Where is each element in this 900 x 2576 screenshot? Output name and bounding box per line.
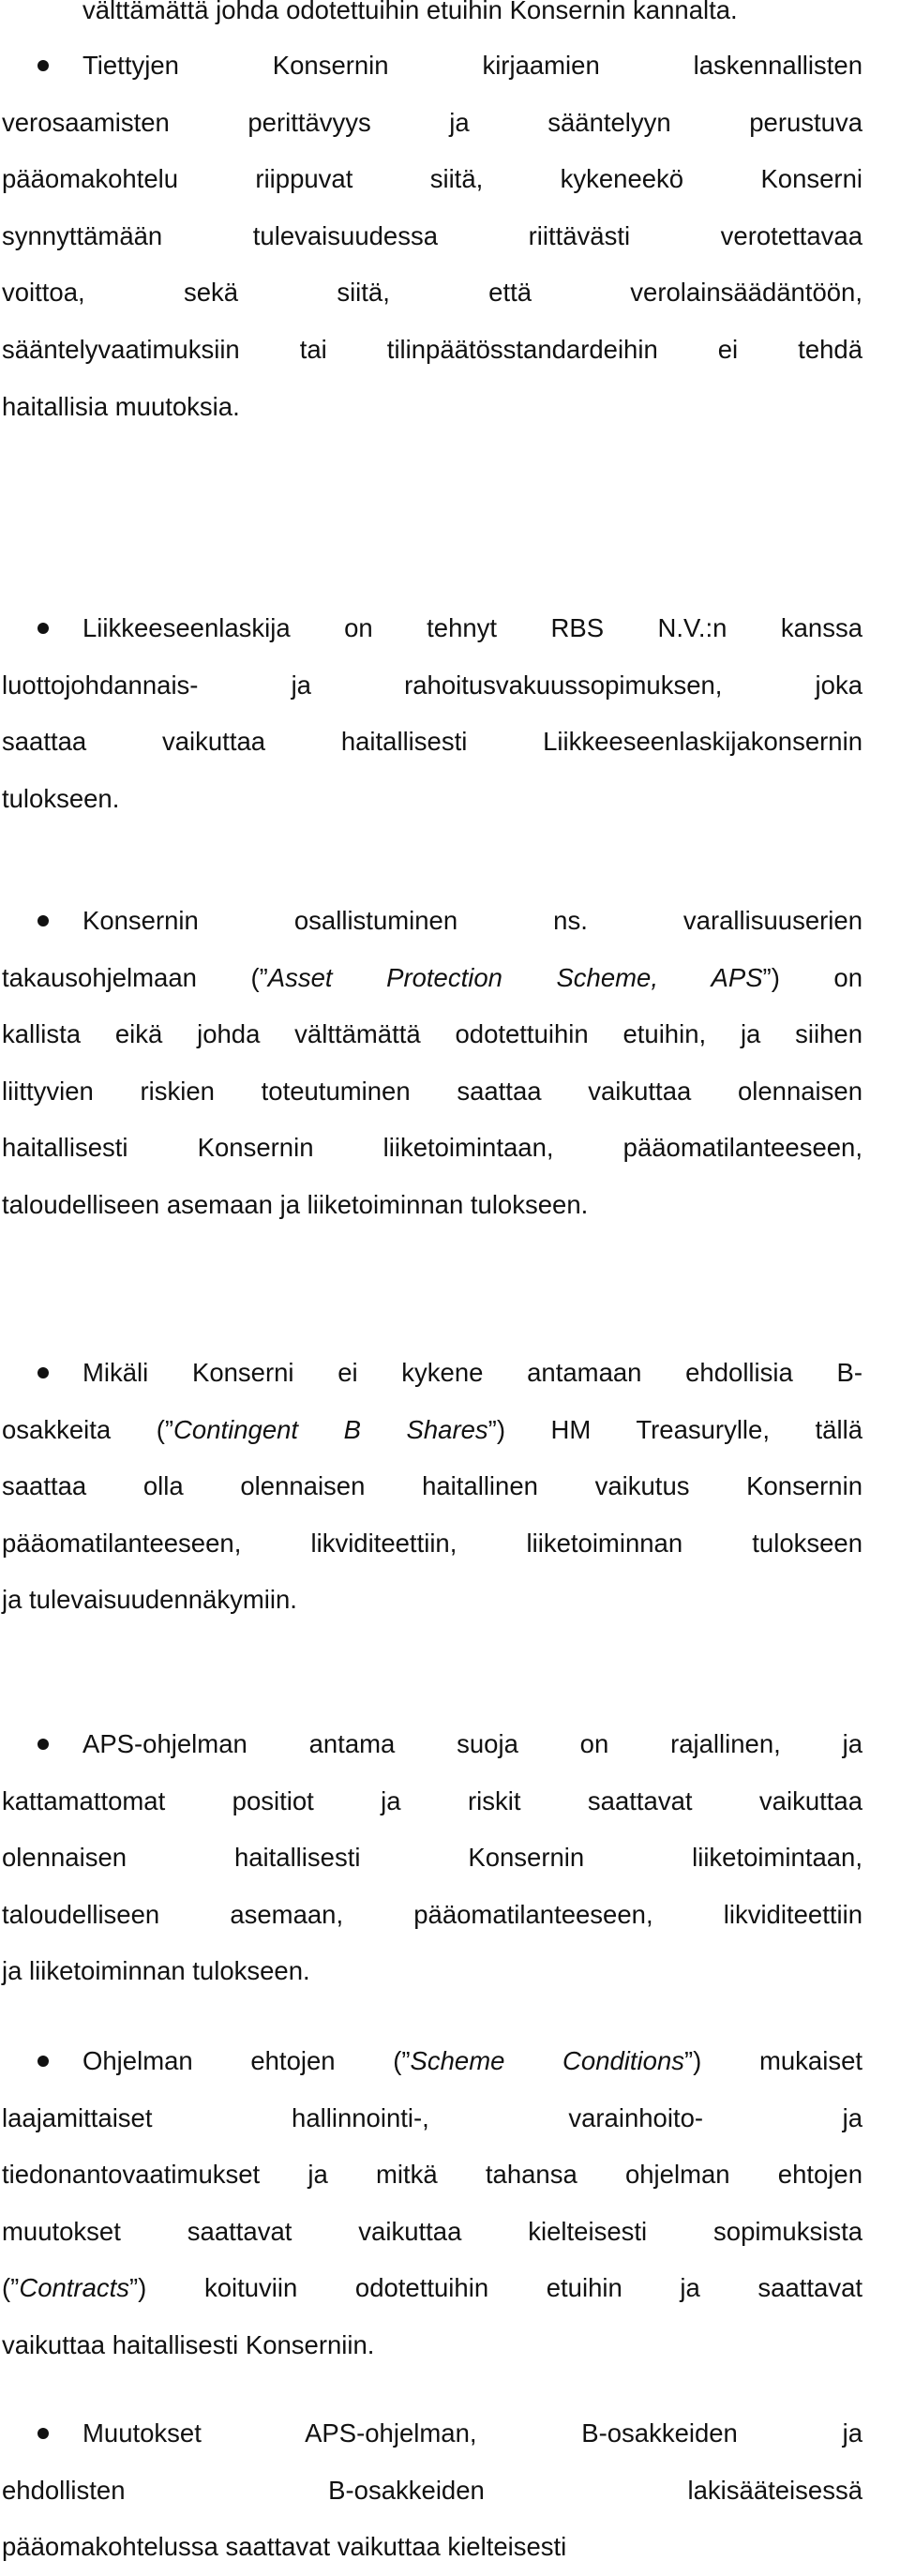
bullet-line: taloudelliseen asemaan, pääomatilanteeseen, likviditeettiin [2,1899,862,1929]
bullet-line: kallista eikä johda välttämättä odotettuihin etuihin, ja siihen [2,1019,862,1049]
bullet-line: tulokseen. [2,783,120,813]
bullet-line: synnyttämään tulevaisuudessa riittävästi verotettavaa [2,220,862,250]
bullet-dot-icon [38,2428,49,2439]
bullet-line: ja tulevaisuudennäkymiin. [2,1585,297,1615]
bullet-line: ja liiketoiminnan tulokseen. [2,1956,310,1986]
bullet-line: Konsernin osallistuminen ns. varallisuuserien [82,906,862,935]
bullet-line: pääomakohtelu riippuvat siitä, kykeneekö Konserni [2,164,862,194]
bullet-line: takausohjelmaan (”Asset Protection Scheme, APS”) on [2,962,862,992]
bullet-dot-icon [38,60,49,71]
bullet-line: saattaa vaikuttaa haitallisesti Liikkeeseenlaskijakonsernin [2,727,862,757]
bullet-dot-icon [38,915,49,926]
bullet-line: osakkeita (”Contingent B Shares”) HM Treasurylle, tällä [2,1414,862,1444]
bullet-dot-icon [38,623,49,634]
bullet-line: sääntelyvaatimuksiin tai tilinpäätösstandardeihin ei tehdä [2,335,862,364]
bullet-line: pääomatilanteeseen, likviditeettiin, liiketoiminnan tulokseen [2,1528,862,1558]
bullet-dot-icon [38,1739,49,1750]
bullet-line: luottojohdannais- ja rahoitusvakuussopimuksen, joka [2,670,862,700]
bullet-line: (”Contracts”) koituviin odotettuihin etuihin ja saattavat [2,2273,862,2303]
bullet-line: voittoa, sekä siitä, että verolainsäädäntöön, [2,278,862,308]
bullet-line: laajamittaiset hallinnointi-, varainhoito- ja [2,2102,862,2132]
bullet-line: vaikuttaa haitallisesti Konserniin. [2,2330,375,2359]
bullet-line: Mikäli Konserni ei kykene antamaan ehdollisia B- [82,1358,862,1387]
bullet-dot-icon [38,1367,49,1378]
bullet-line: verosaamisten perittävyys ja sääntelyyn perustuva [2,107,862,137]
bullet-line: ehdollisten B-osakkeiden lakisääteisessä [2,2475,862,2505]
bullet-dot-icon [38,2056,49,2067]
bullet-line: Liikkeeseenlaskija on tehnyt RBS N.V.:n kanssa [82,613,862,642]
bullet-line: APS-ohjelman antama suoja on rajallinen, ja [82,1729,862,1758]
bullet-line: haitallisesti Konsernin liiketoimintaan, pääomatilanteeseen, [2,1133,862,1163]
bullet-line: kattamattomat positiot ja riskit saattavat vaikuttaa [2,1785,862,1815]
bullet-line: haitallisia muutoksia. [2,391,240,421]
bullet-line: tiedonantovaatimukset ja mitkä tahansa ohjelman ehtojen [2,2160,862,2190]
bullet-line: taloudelliseen asemaan ja liiketoiminnan tulokseen. [2,1190,589,1219]
bullet-line: pääomakohtelussa saattavat vaikuttaa kielteisesti [2,2532,567,2562]
bullet-line: liittyvien riskien toteutuminen saattaa vaikuttaa olennaisen [2,1076,862,1106]
bullet-line: Tiettyjen Konsernin kirjaamien laskennallisten [82,51,862,80]
bullet-line: muutokset saattavat vaikuttaa kielteisesti sopimuksista [2,2216,862,2246]
bullet-line: Muutokset APS-ohjelman, B-osakkeiden ja [82,2418,862,2448]
bullet-line: Ohjelman ehtojen (”Scheme Conditions”) mukaiset [82,2046,862,2075]
intro-line: välttämättä johda odotettuihin etuihin Konsernin kannalta. [82,0,738,24]
bullet-line: saattaa olla olennaisen haitallinen vaikutus Konsernin [2,1471,862,1501]
bullet-line: olennaisen haitallisesti Konsernin liiketoimintaan, [2,1843,862,1873]
